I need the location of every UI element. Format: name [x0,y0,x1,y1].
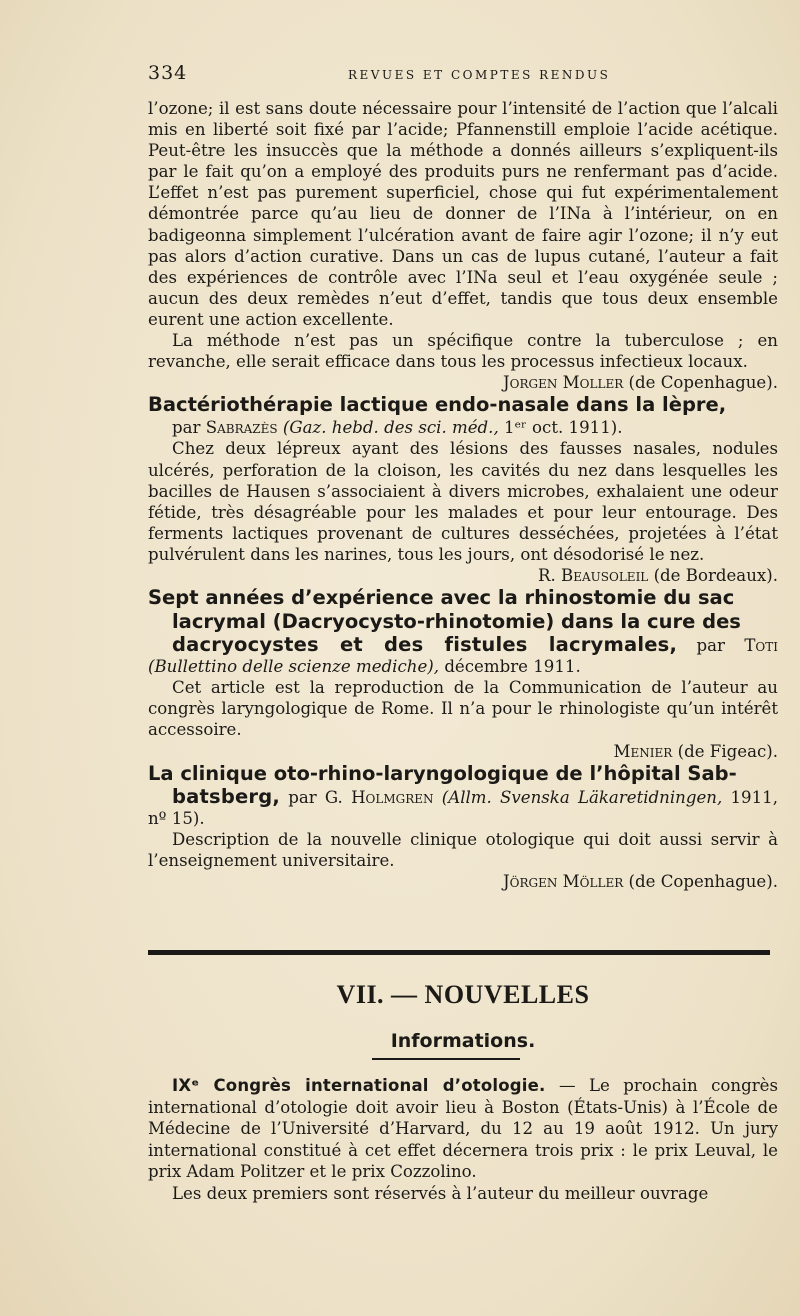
article3-source: (Bullettino delle scienze mediche), [148,657,440,677]
article2-title: Bactériothérapie lactique endo-nasale dans la lèpre, [148,393,727,417]
news-text2: Les deux premiers sont réservés à l’auteur du meilleur ouvrage [172,1183,709,1203]
page-body [148,98,778,892]
news-paragraph1 [148,1075,778,1183]
page-number: 334 [148,62,188,84]
signature-place: (de Figeac). [677,741,778,761]
article2-signature [148,565,778,586]
article2-date: 1ᵉʳ oct. 1911). [504,418,623,438]
article2-text: Chez deux lépreux ayant des lésions des fausses nasales, nodules ulcérés, perforation de la cloison, les cavités du nez dans lesquelles les bacilles de Hausen s’associaient à divers microbes, exhalaient une odeur fétide, très désagréable pour les malades et pour leur entourage. Des ferments lactiques provenant de cultures desséchées, projetées à l’état pulvérulent dans les narines, tous les jours, ont désodorisé le nez. [148,439,778,564]
page-header [148,62,758,86]
article3-title-line1: Sept années d’expérience avec la rhinostomie du sac [148,586,735,610]
news-text1: — Le prochain congrès international d’otologie doit avoir lieu à Boston (États-Unis) à l’École de Médecine de l’Université d’Harvard, du 12 au 19 août 1912. Un jury international constitué à cet effet décernera trois prix : le prix Leuval, le prix Adam Politzer et le prix Cozzolino. [148,1076,778,1181]
article4-date: 1911, nº 15). [148,787,778,828]
signature-place: (de Bordeaux). [653,565,778,585]
article1-continuation-text: l’ozone; il est sans doute nécessaire pour l’intensité de l’action que l’alcali mis en liberté soit fixé par l’acide; Pfannenstill emploie l’acide acétique. Peut-être les insuccès que la méthode a donnés ailleurs s’expliquent-ils par le fait qu’on a employé des produits purs ne renfermant pas d’acide. L’effet n’est pas purement superficiel, chose qui fut expérimentalement démontrée parce qu’au lieu de donner de l’INa à l’intérieur, on en badigeonna simplement l’ulcération avant de faire agir l’ozone; il n’y eut pas alors d’action curative. Dans un cas de lupus cutané, l’auteur a fait des expériences de contrôle avec l’INa seul et l’eau oxygénée seule ; aucun des deux remèdes n’eut d’effet, tandis que tous deux ensemble eurent une action excellente. [148,99,778,329]
article4-heading [148,762,778,829]
running-head: REVUES ET COMPTES RENDUS [348,68,611,82]
news-item [148,1075,778,1204]
article4-author: Holmgren [351,787,434,807]
article1-signature [148,372,778,393]
article3-title-line2: lacrymal (Dacryocysto-rhinotomie) dans la cure des [172,610,741,634]
article3-author: Toti [744,636,778,656]
article3-date: décembre 1911. [444,657,581,677]
signature-name: Jorgen Moller [503,373,624,393]
article4-title-line2: batsberg, [172,784,281,808]
section-title: VII. — NOUVELLES [336,980,590,1009]
article3-signature [148,741,778,762]
article1-paragraph2: La méthode n’est pas un spécifique contre la tuberculose ; en revanche, elle serait efficace dans tous les processus infectieux locaux. [148,331,778,372]
article2-author: Sabrazès [205,418,278,438]
news-title: IXᵉ Congrès international d’otologie. [172,1076,546,1095]
subsection-title: Informations. [390,1030,536,1052]
article2-heading [148,393,778,438]
article3-heading [148,586,778,677]
article2-source: (Gaz. hebd. des sci. méd., [282,418,499,438]
article4-signature [148,871,778,892]
signature-name: Jörgen Möller [503,872,624,891]
subsection-underline [372,1058,520,1060]
signature-name: R. Beausoleil [538,565,649,585]
article3-title-line3: dacryocystes et des fistules lacrymales, [172,633,678,657]
article4-text: Description de la nouvelle clinique otologique qui doit aussi servir à l’enseignement universitaire. [148,829,778,870]
signature-name: Menier [613,741,673,761]
signature-place: (de Copenhague). [628,872,778,891]
article4-byline-prefix: par G. [288,787,343,807]
article4-source: (Allm. Svenska Läkaretidningen, [441,787,723,807]
section-divider [148,950,770,955]
article2-byline-prefix: par [172,418,201,438]
article3-byline-prefix: par [696,636,725,656]
article4-title-line1: La clinique oto-rhino-laryngologique de l’hôpital Sab- [148,761,737,785]
article3-text: Cet article est la reproduction de la Communication de l’auteur au congrès laryngologique de Rome. Il n’a pour le rhinologiste qu’un intérêt accessoire. [148,678,778,740]
signature-place: (de Copenhague). [628,373,778,393]
